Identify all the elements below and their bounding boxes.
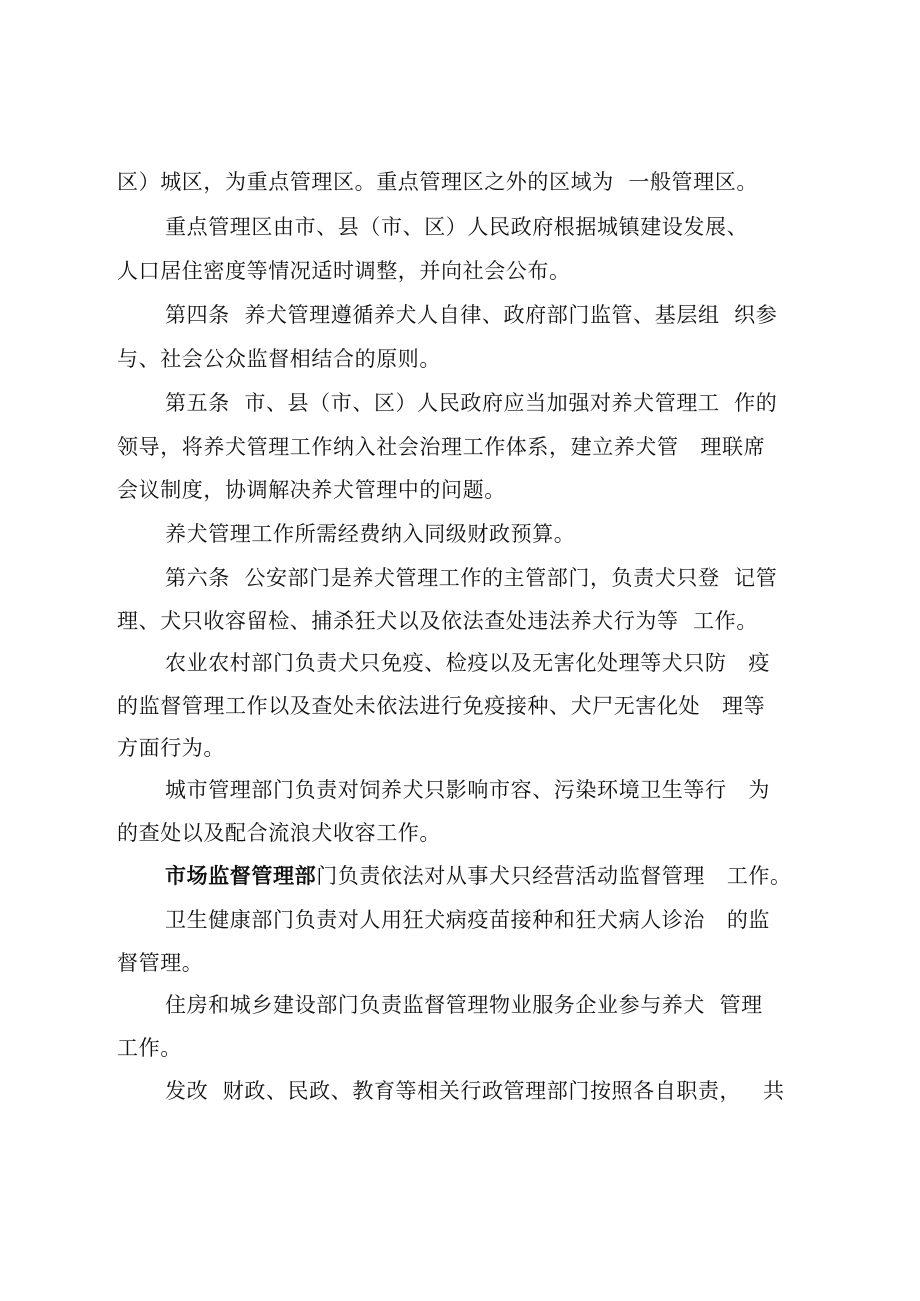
text-segment: 卫生健康部门负责对人用狂犬病疫苗接种和狂犬病人诊治 的监 — [165, 908, 771, 932]
text-line — [165, 383, 908, 423]
text-line — [165, 558, 908, 598]
text-segment: 区）城区，为重点管理区。重点管理区之外的区域为 一般管理区。 — [117, 170, 758, 194]
text-segment: 与、社会公众监督相结合的原则。 — [117, 347, 441, 371]
text-line — [117, 470, 908, 510]
text-line — [165, 514, 908, 554]
text-line — [165, 207, 908, 247]
text-line — [165, 1071, 908, 1111]
text-segment: 城市管理部门负责对饲养犬只影响市容、污染环境卫生等行 为 — [165, 778, 771, 802]
text-line — [117, 251, 908, 291]
text-line — [165, 770, 908, 810]
text-segment: 农业农村部门负责犬只免疫、检疫以及无害化处理等犬只防 疫 — [165, 651, 771, 675]
text-line — [165, 900, 908, 940]
text-segment: 督管理。 — [117, 951, 204, 975]
text-line — [117, 686, 908, 726]
text-line — [165, 295, 908, 335]
text-line — [117, 813, 908, 853]
text-segment: 门负责依法对从事犬只经营活动监督管理 工作。 — [316, 864, 792, 888]
text-line — [165, 985, 908, 1025]
text-segment: 会议制度，协调解决养犬管理中的问题。 — [117, 478, 506, 502]
text-segment: 住房和城乡建设部门负责监督管理物业服务企业参与养犬 管理 — [165, 993, 763, 1017]
text-line — [117, 1028, 908, 1068]
text-line — [117, 427, 908, 467]
text-segment: 方面行为。 — [117, 736, 225, 760]
text-line — [117, 728, 908, 768]
text-segment: 第六条 公安部门是养犬管理工作的主管部门，负责犬只登 记管 — [165, 566, 778, 590]
text-line — [117, 943, 908, 983]
text-segment: 人口居住密度等情况适时调整，并向社会公布。 — [117, 259, 571, 283]
text-line — [117, 162, 908, 202]
text-segment: 理、犬只收容留检、捕杀狂犬以及依法查处违法养犬行为等 工作。 — [117, 609, 758, 633]
text-line — [165, 856, 908, 896]
text-segment: 重点管理区由市、县（市、区）人民政府根据城镇建设发展、 — [165, 215, 749, 239]
text-segment: 第五条 市、县（市、区）人民政府应当加强对养犬管理工 作的 — [165, 391, 778, 415]
text-segment: 的监督管理工作以及查处未依法进行免疫接种、犬尸无害化处 理等 — [117, 694, 766, 718]
text-segment: 发改 财政、民政、教育等相关行政管理部门按照各自职责， 共 — [165, 1079, 785, 1103]
text-segment: 养犬管理工作所需经费纳入同级财政预算。 — [165, 522, 576, 546]
text-segment: 工作。 — [117, 1036, 182, 1060]
bold-text-segment: 市场监督管理部 — [165, 864, 317, 888]
text-line — [165, 643, 908, 683]
text-line — [117, 339, 908, 379]
text-segment: 的查处以及配合流浪犬收容工作。 — [117, 821, 441, 845]
text-line — [117, 601, 908, 641]
text-segment: 领导，将养犬管理工作纳入社会治理工作体系，建立养犬管 理联席 — [117, 435, 766, 459]
text-segment: 第四条 养犬管理遵循养犬人自律、政府部门监管、基层组 织参 — [165, 303, 778, 327]
